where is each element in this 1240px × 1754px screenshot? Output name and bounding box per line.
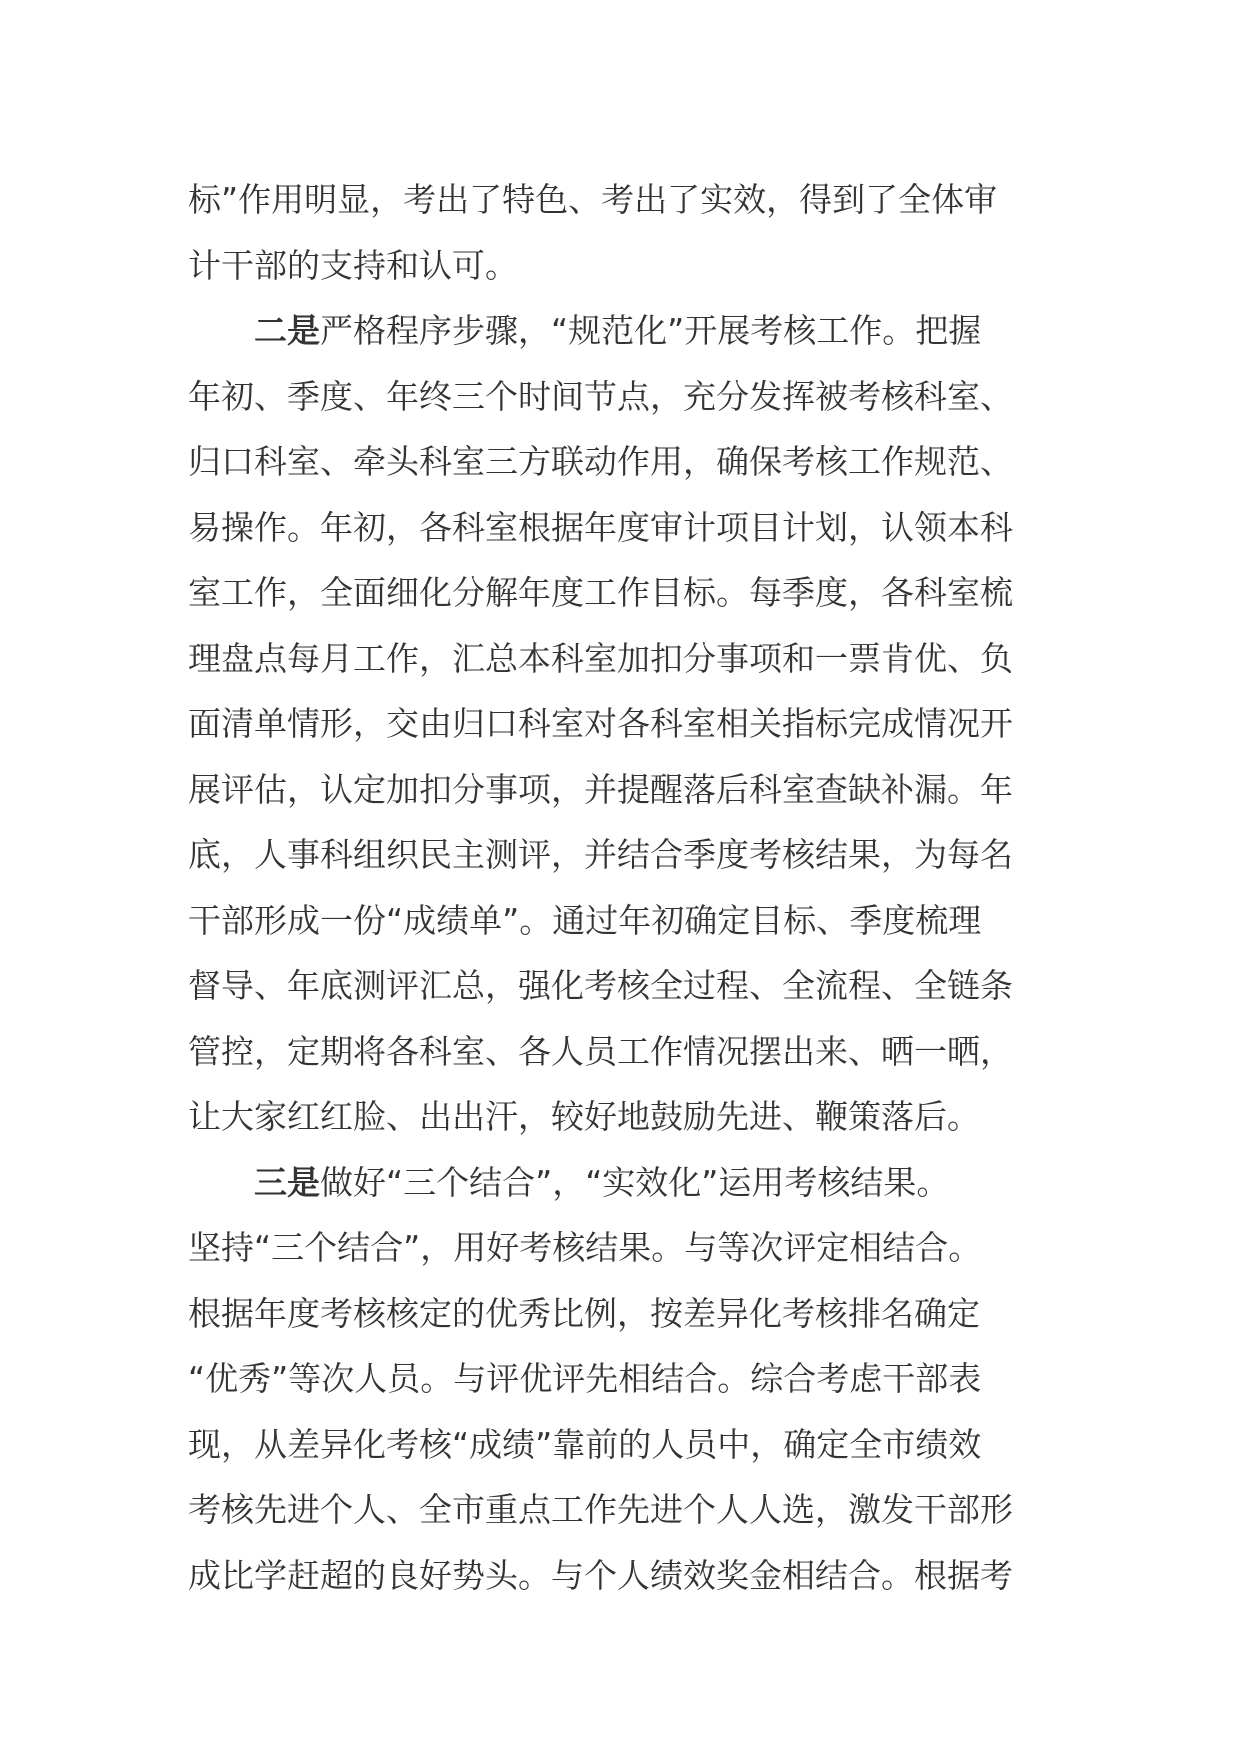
text-line [188, 167, 1028, 233]
line-text: 理盘点每月工作，汇总本科室加扣分事项和一票肯优、负 [188, 638, 1013, 678]
document-body [188, 167, 1028, 1608]
text-line [188, 233, 1028, 299]
line-text: 坚持“三个结合”，用好考核结果。与等次评定相结合。 [188, 1228, 982, 1267]
line-text: 易操作。年初，各科室根据年度审计项目计划，认领本科 [188, 507, 1013, 547]
text-line [188, 1019, 1028, 1085]
text-line [188, 1543, 1028, 1609]
text-line [188, 757, 1028, 823]
line-text: 标”作用明显，考出了特色、考出了实效，得到了全体审 [188, 180, 998, 219]
text-line [188, 298, 1028, 364]
line-text: 年初、季度、年终三个时间节点，充分发挥被考核科室、 [188, 376, 1013, 416]
line-text: 做好“三个结合”，“实效化”运用考核结果。 [320, 1162, 950, 1202]
line-text: 督导、年底测评汇总，强化考核全过程、全流程、全链条 [188, 966, 1013, 1005]
text-line [188, 1281, 1028, 1347]
text-line [188, 364, 1028, 430]
text-line [188, 953, 1028, 1019]
line-text: 底，人事科组织民主测评，并结合季度考核结果，为每名 [188, 835, 1013, 874]
text-line [188, 560, 1028, 626]
line-text: 计干部的支持和认可。 [188, 245, 518, 285]
line-text: 考核先进个人、全市重点工作先进个人人选，激发干部形 [188, 1490, 1013, 1529]
text-line [188, 1084, 1028, 1150]
line-text: 严格程序步骤，“规范化”开展考核工作。把握 [320, 311, 982, 350]
line-text: 让大家红红脸、出出汗，较好地鼓励先进、鞭策落后。 [188, 1097, 980, 1136]
text-line [188, 822, 1028, 888]
text-line [188, 1215, 1028, 1281]
paragraph-lead: 三是 [254, 1162, 320, 1202]
text-line [188, 626, 1028, 692]
text-line [188, 1477, 1028, 1543]
line-text: 展评估，认定加扣分事项，并提醒落后科室查缺补漏。年 [188, 769, 1013, 809]
line-text: 现，从差异化考核“成绩”靠前的人员中，确定全市绩效 [188, 1424, 982, 1464]
line-text: “优秀”等次人员。与评优评先相结合。综合考虑干部表 [188, 1359, 982, 1398]
text-line [188, 691, 1028, 757]
line-text: 归口科室、牵头科室三方联动作用，确保考核工作规范、 [188, 442, 1013, 481]
paragraph-lead: 二是 [254, 311, 320, 350]
line-text: 成比学赶超的良好势头。与个人绩效奖金相结合。根据考 [188, 1555, 1013, 1595]
line-text: 面清单情形，交由归口科室对各科室相关指标完成情况开 [188, 704, 1013, 743]
line-text: 根据年度考核核定的优秀比例，按差异化考核排名确定 [188, 1293, 980, 1333]
line-text: 干部形成一份“成绩单”。通过年初确定目标、季度梳理 [188, 900, 982, 940]
text-line [188, 1346, 1028, 1412]
line-text: 管控，定期将各科室、各人员工作情况摆出来、晒一晒， [188, 1031, 1013, 1071]
text-line [188, 429, 1028, 495]
text-line [188, 888, 1028, 954]
text-line [188, 1150, 1028, 1216]
text-line [188, 1412, 1028, 1478]
line-text: 室工作，全面细化分解年度工作目标。每季度，各科室梳 [188, 573, 1013, 612]
text-line [188, 495, 1028, 561]
